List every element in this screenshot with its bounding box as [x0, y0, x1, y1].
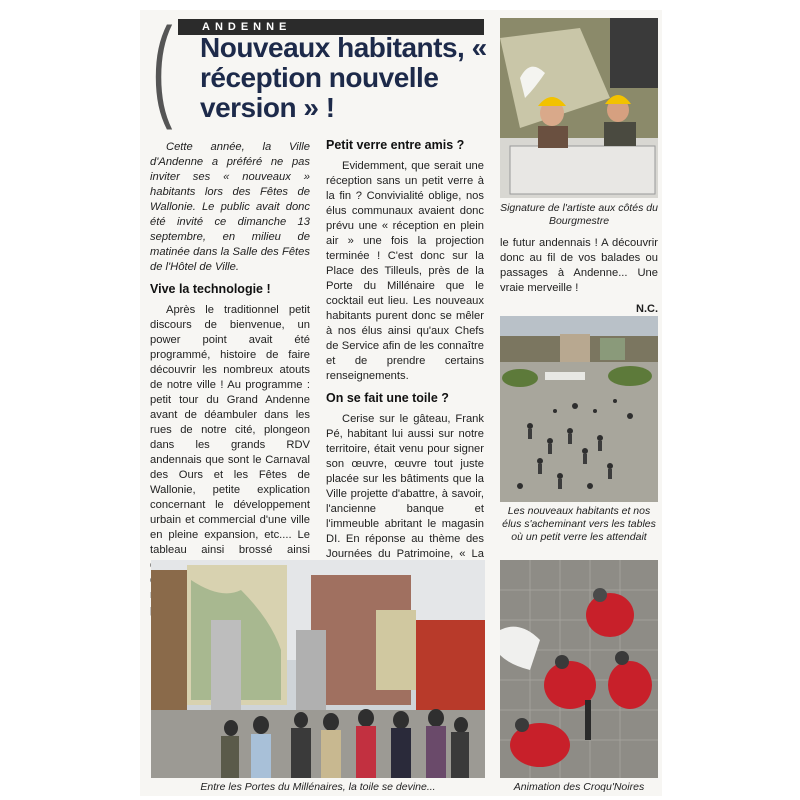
- decorative-parenthesis: (: [152, 5, 173, 130]
- photo-millennium-gates: [151, 560, 485, 778]
- section-title-technologie: Vive la technologie !: [150, 282, 271, 296]
- article-column-3: [500, 236, 658, 317]
- caption-croqu-noires: Animation des Croqu'Noires: [513, 781, 645, 793]
- article-column-1: [150, 140, 310, 618]
- section-title-petit-verre: Petit verre entre amis ?: [326, 138, 465, 152]
- caption-crowd-square: Les nouveaux habitants et nos élus s'acheminant vers les tables où un petit verre les attendait: [502, 505, 656, 543]
- section-text-toile: Cerise sur le gâteau, Frank Pé, habitant lui aussi sur notre territoire, était venu pour signer son œuvre, œuvre tout juste placée sur les bâtiments que la Ville projette d'abattre, à savoir, l'ancienne banque et l'immeuble abritant le magasin DI. En réponse au thème des Journées du Patrimoine, « La: [326, 413, 484, 560]
- section-title-toile: On se fait une toile ?: [326, 391, 449, 405]
- section-text-technologie: Après le traditionnel petit discours de bienvenue, un power point avait été programmé, histoire de faire découvrir les nombreux atouts de notre ville ! Au programme : petit tour du Grand Andenne avant de déambuler dans les rues de notre cité, plongeon dans les grands RDV andennais que sont le Carnaval des Ours et les Fêtes de Wallonie, petite explication concernant le développement urbain et commercial d'une ville en pleine expansion, etc.... Le tableau ainsi brossé ainsi: [150, 304, 310, 556]
- caption-artist-signature: Signature de l'artiste aux côtés du Bourgmestre: [500, 202, 658, 227]
- caption-millennium-gates: Entre les Portes du Millénaires, la toile se devine...: [200, 781, 436, 793]
- section-kicker: ANDENNE: [178, 19, 484, 35]
- article-headline: Nouveaux habitants, « réception nouvelle version » !: [200, 32, 487, 123]
- photo-crowd-square: [500, 316, 658, 502]
- author-signature: N.C.: [636, 303, 658, 315]
- section-text-petit-verre: Evidemment, que serait une réception sans un petit verre à la fin ? Convivialité oblige, nos élus communaux avaient donc prévu une « réception en plein air » une fois la projection terminée ! C'est donc sur la Place des Tilleuls, près de la Porte du Millénaire que le cocktail eut lieu. Les nouveaux habitants purent donc se mêler à nos élus ainsi qu'aux Chefs de Service afin de les connaître et de prendre certains renseignements.: [326, 160, 484, 382]
- photo-croqu-noires: [500, 560, 658, 778]
- intro-paragraph: Cette année, la Ville d'Andenne a préféré ne pas inviter ses « nouveaux » habitants lors des Fêtes de Wallonie. Le public avait donc été invité ce dimanche 13 septembre, en milieu de matinée dans la Salle des Fêtes de l'Hôtel de Ville.: [150, 141, 310, 273]
- section-text-toile-continued: le futur andennais ! A découvrir donc au fil de vos balades ou passages à Andenne... Une vraie merveille !: [500, 237, 658, 294]
- photo-artist-signature: [500, 18, 658, 198]
